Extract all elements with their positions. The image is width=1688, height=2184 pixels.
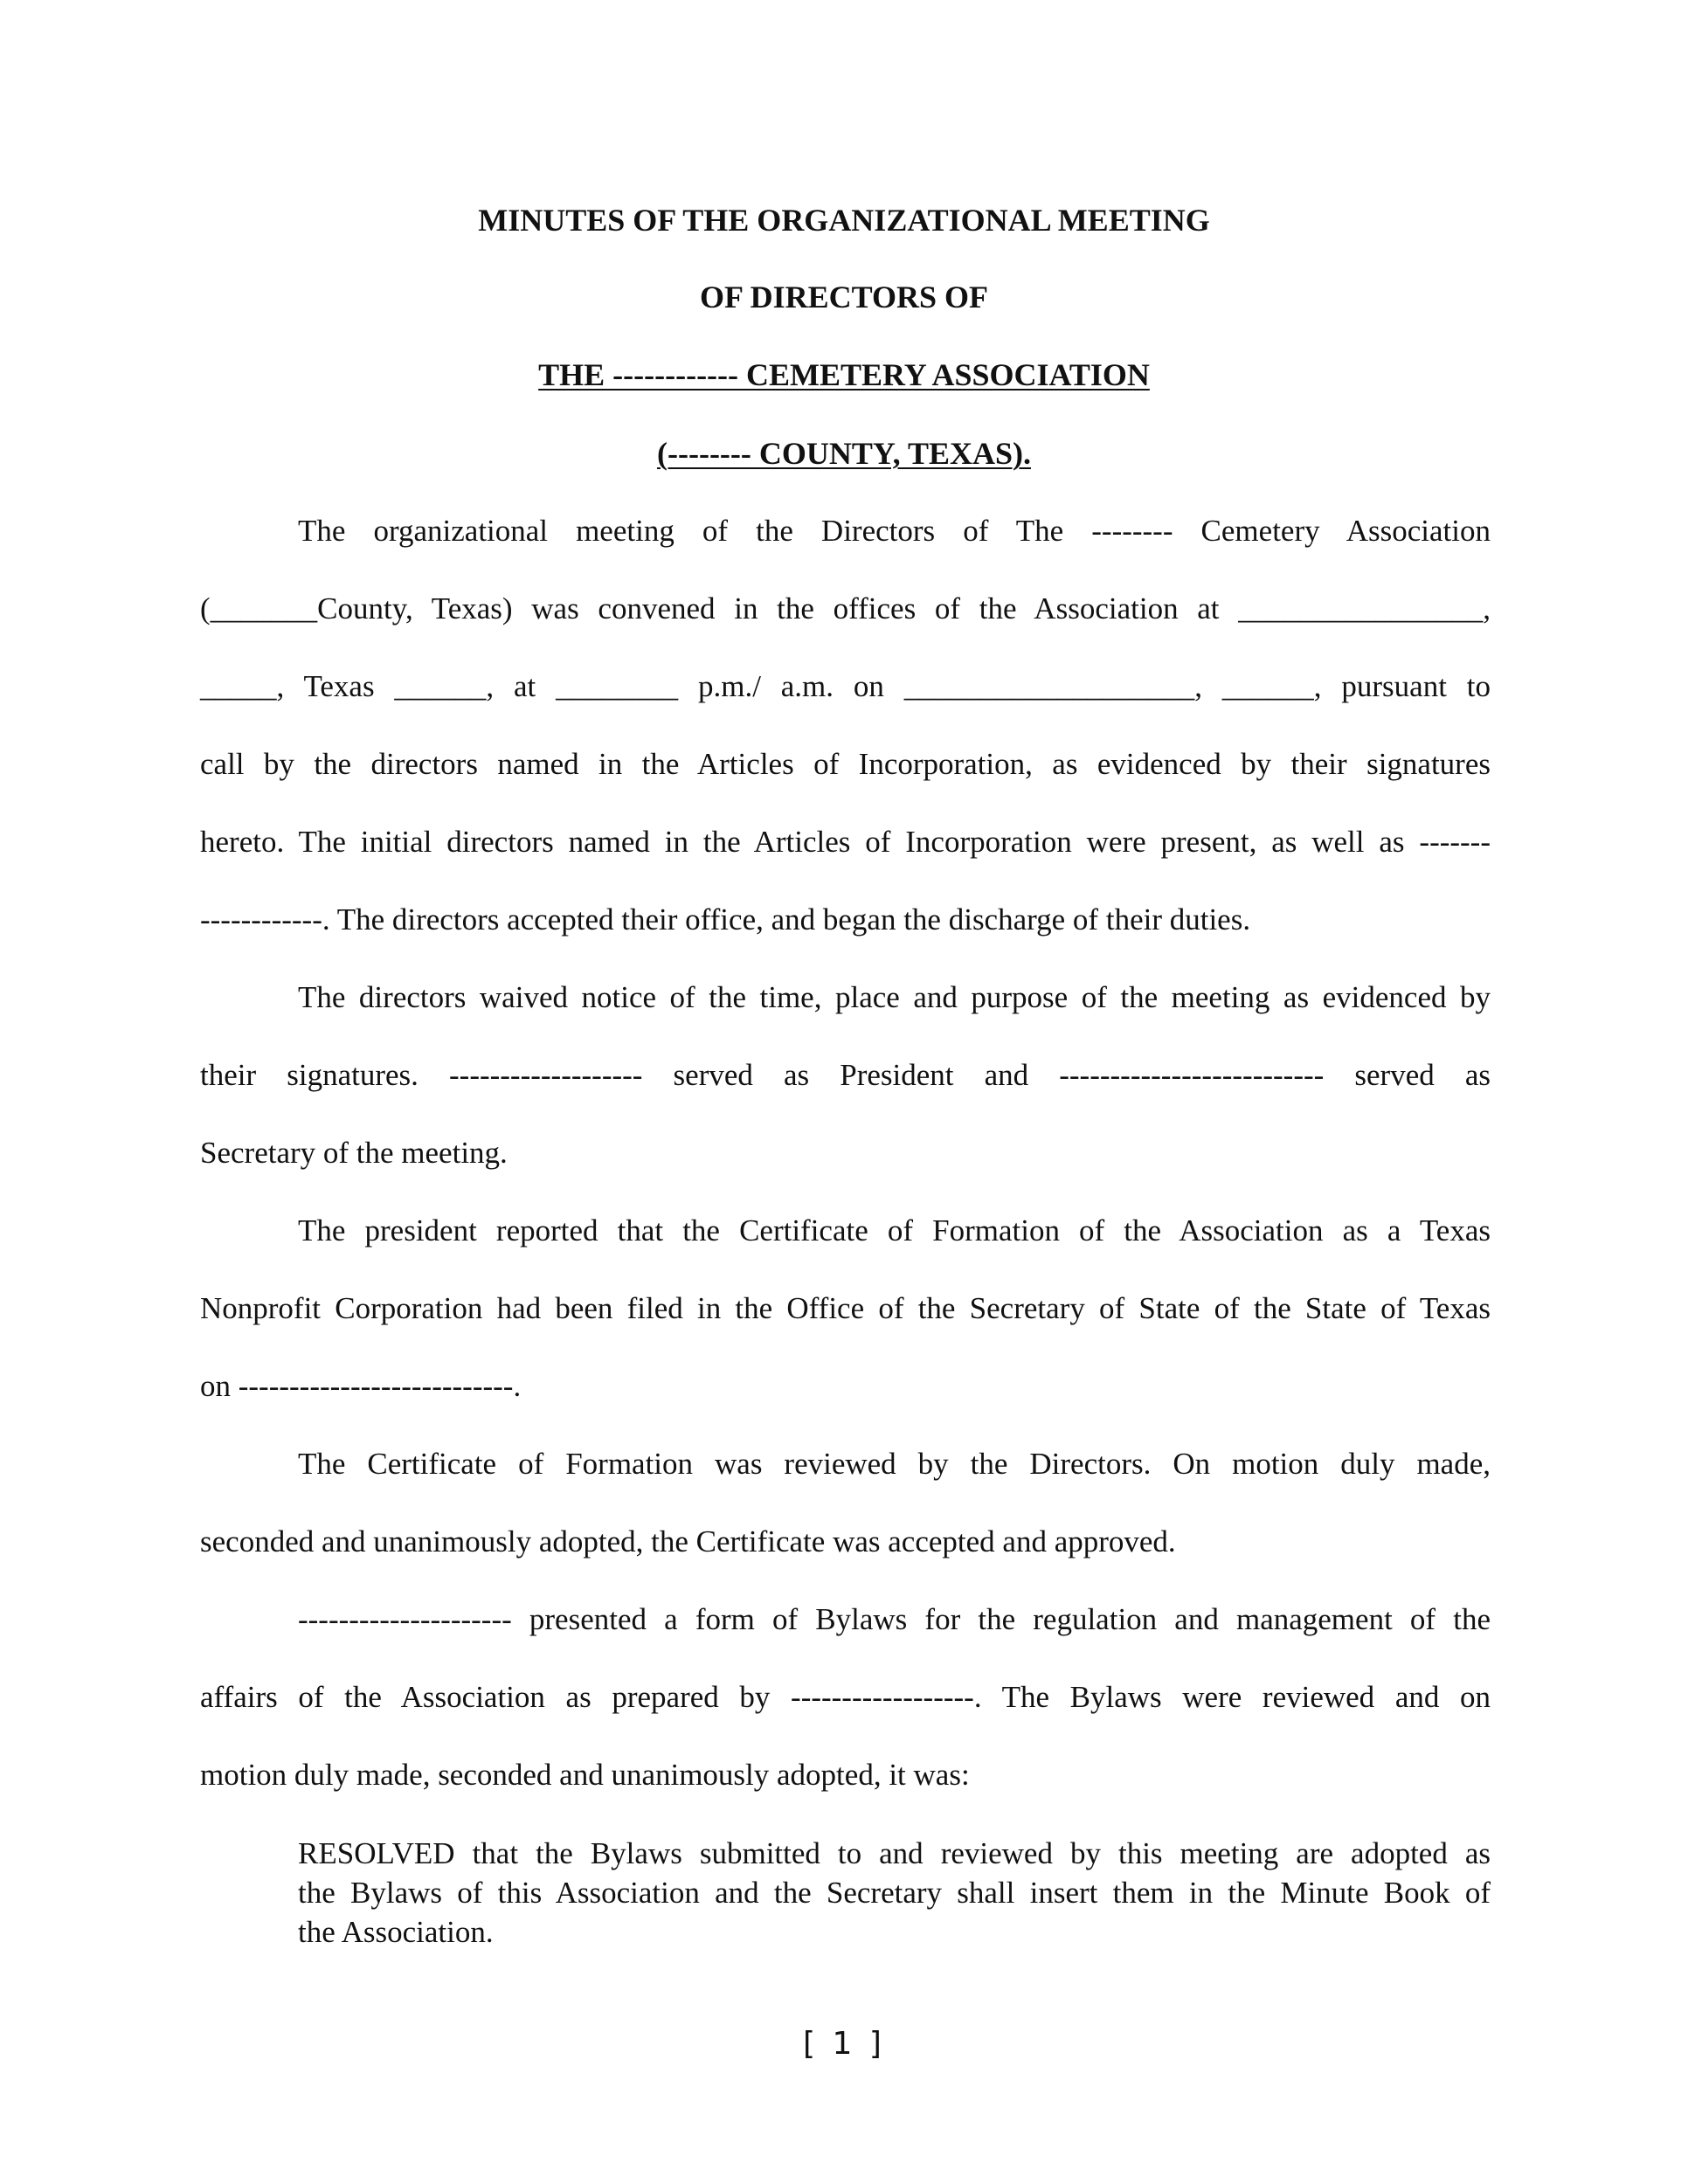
resolution-line-1: RESOLVED that the Bylaws submitted to and reviewed by this meeting are adopted as [298, 1836, 1491, 1870]
paragraph-1-line-3: _____, Texas ______, at ________ p.m./ a.m. on ___________________, ______, pursuant to [200, 669, 1491, 703]
paragraph-5-line-2: affairs of the Association as prepared by ------------------. The Bylaws were reviewed and on [200, 1680, 1491, 1714]
paragraph-1-line-1: The organizational meeting of the Directors of The -------- Cemetery Association [298, 514, 1491, 548]
resolution-line-2: the Bylaws of this Association and the Secretary shall insert them in the Minute Book of [298, 1876, 1491, 1910]
page-number: [ 1 ] [803, 2026, 885, 2062]
title-line-4-text: (-------- COUNTY, TEXAS). [657, 436, 1031, 471]
paragraph-1-line-2: (_______County, Texas) was convened in the offices of the Association at ________________, [200, 591, 1491, 625]
title-line-4 [0, 434, 1688, 473]
title-line-3 [0, 356, 1688, 394]
paragraph-2-line-2: their signatures. ------------------- served as President and -------------------------- served as [200, 1058, 1491, 1092]
paragraph-3-line-1: The president reported that the Certificate of Formation of the Association as a Texas [298, 1213, 1491, 1248]
paragraph-3-line-2: Nonprofit Corporation had been filed in the Office of the Secretary of State of the State of Texas [200, 1291, 1491, 1325]
resolution-block [298, 1834, 1491, 1952]
paragraph-3-line-3: on ---------------------------. [200, 1369, 522, 1403]
paragraph-1-line-5: hereto. The initial directors named in the Articles of Incorporation were present, as well as ------- [200, 825, 1491, 859]
resolution-line-3: the Association. [298, 1915, 494, 1949]
paragraph-5-line-1: --------------------- presented a form of Bylaws for the regulation and management of the [298, 1602, 1491, 1636]
paragraph-2-line-3: Secretary of the meeting. [200, 1136, 508, 1170]
title-line-2: OF DIRECTORS OF [699, 280, 989, 314]
paragraph-4-line-2: seconded and unanimously adopted, the Certificate was accepted and approved. [200, 1524, 1176, 1559]
paragraph-1-line-4: call by the directors named in the Articles of Incorporation, as evidenced by their signatures [200, 747, 1491, 781]
paragraph-1-line-6: ------------. The directors accepted their office, and began the discharge of their duties. [200, 902, 1251, 936]
paragraph-4-line-1: The Certificate of Formation was reviewed by the Directors. On motion duly made, [298, 1447, 1491, 1481]
paragraph-5-line-3: motion duly made, seconded and unanimously adopted, it was: [200, 1758, 970, 1792]
title-line-3-text: THE ------------ CEMETERY ASSOCIATION [538, 357, 1150, 392]
title-line-1: MINUTES OF THE ORGANIZATIONAL MEETING [478, 203, 1210, 238]
paragraph-2-line-1: The directors waived notice of the time, place and purpose of the meeting as evidenced by [298, 980, 1491, 1014]
